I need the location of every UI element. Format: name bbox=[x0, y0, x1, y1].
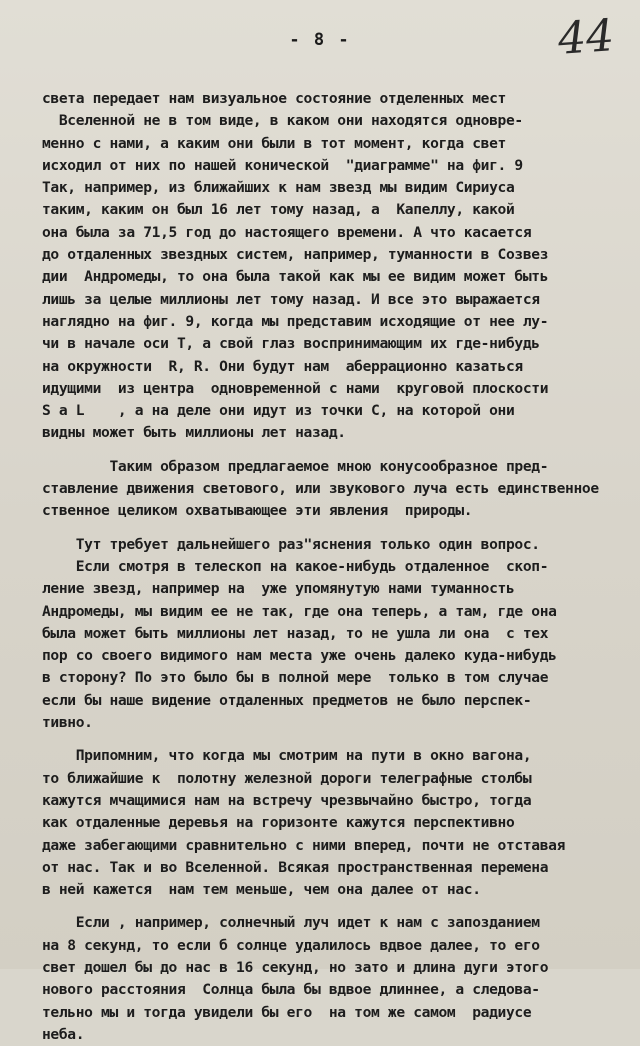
text-line: от нас. Так и во Вселенной. Всякая пространственная перемена bbox=[42, 858, 549, 876]
paragraph-gap bbox=[42, 523, 636, 534]
text-line: то ближайшие к полотну железной дороги телеграфные столбы bbox=[42, 769, 532, 787]
text-line: она была за 71,5 год до настоящего времени. А что касается bbox=[42, 223, 532, 241]
text-line: даже забегающими сравнительно с ними вперед, почти не отставая bbox=[42, 836, 566, 854]
text-line: S a L , а на деле они идут из точки С, на которой они bbox=[42, 402, 515, 420]
paragraph-gap bbox=[42, 734, 636, 745]
text-line: дии Андромеды, то она была такой как мы ее видим может быть bbox=[42, 268, 549, 286]
text-line: была может быть миллионы лет назад, то не ушла ли она с тех bbox=[42, 624, 549, 642]
text-line: Таким образом предлагаемое мною конусообразное пред- bbox=[42, 457, 549, 475]
text-line: чи в начале оси Т, а свой глаз воспринимающим их где-нибудь bbox=[42, 335, 540, 353]
text-line: ление звезд, например на уже упомянутую нами туманность bbox=[42, 580, 515, 598]
handwritten-folio-number: 44 bbox=[556, 10, 616, 65]
text-line: идущими из центра одновременной с нами круговой плоскости bbox=[42, 379, 549, 397]
text-line: таким, каким он был 16 лет тому назад, а Капеллу, какой bbox=[42, 201, 515, 219]
text-line: Вселенной не в том виде, в каком они находятся одновре- bbox=[42, 112, 523, 130]
text-line: ственное целиком охватывающее эти явления природы. bbox=[42, 502, 473, 520]
text-line: в ней кажется нам тем меньше, чем она далее от нас. bbox=[42, 881, 481, 899]
page-number: - 8 - bbox=[289, 30, 351, 50]
text-line: тивно. bbox=[42, 714, 93, 732]
text-line: Так, например, из ближайших к нам звезд мы видим Сириуса bbox=[42, 179, 515, 197]
text-line: тельно мы и тогда увидели бы его на том же самом радиусе bbox=[42, 1003, 532, 1021]
text-line: Если смотря в телескоп на какое-нибудь отдаленное скоп- bbox=[42, 557, 549, 575]
text-line: нового расстояния Солнца была бы вдвое длиннее, а следова- bbox=[42, 981, 540, 999]
text-line: Андромеды, мы видим ее не так, где она теперь, а там, где она bbox=[42, 602, 557, 620]
paragraph-gap bbox=[42, 445, 636, 456]
text-line: на 8 секунд, то если б солнце удалилось вдвое далее, то его bbox=[42, 936, 540, 954]
text-line: до отдаленных звездных систем, например, туманности в Созвез bbox=[42, 246, 549, 264]
text-line: в сторону? По это было бы в полной мере только в том случае bbox=[42, 669, 549, 687]
text-line: ставление движения светового, или звукового луча есть единственное bbox=[42, 480, 599, 498]
text-line: Тут требует дальнейшего раз"яснения только один вопрос. bbox=[42, 535, 540, 553]
text-line: Припомним, что когда мы смотрим на пути в окно вагона, bbox=[42, 747, 532, 765]
text-line: исходил от них по нашей конической "диаграмме" на фиг. 9 bbox=[42, 156, 523, 174]
text-line: как отдаленные деревья на горизонте кажутся перспективно bbox=[42, 814, 515, 832]
text-line: если бы наше видение отдаленных предметов не было перспек- bbox=[42, 691, 532, 709]
text-line: менно с нами, а каким они были в тот момент, когда свет bbox=[42, 134, 506, 152]
text-line: Если , например, солнечный луч идет к нам с запозданием bbox=[42, 914, 540, 932]
text-line: неба. bbox=[42, 1025, 85, 1043]
text-line: на окружности R, R. Они будут нам аберрационно казаться bbox=[42, 357, 523, 375]
document-body bbox=[42, 88, 636, 1046]
text-line: кажутся мчащимися нам на встречу чрезвычайно быстро, тогда bbox=[42, 791, 532, 809]
text-line: наглядно на фиг. 9, когда мы представим исходящие от нее лу- bbox=[42, 312, 549, 330]
text-line: пор со своего видимого нам места уже очень далеко куда-нибудь bbox=[42, 647, 557, 665]
text-line: лишь за целые миллионы лет тому назад. И все это выражается bbox=[42, 290, 540, 308]
text-line: видны может быть миллионы лет назад. bbox=[42, 424, 346, 442]
paragraph-gap bbox=[42, 901, 636, 912]
text-line: свет дошел бы до нас в 16 секунд, но зато и длина дуги этого bbox=[42, 958, 549, 976]
text-line: света передает нам визуальное состояние отделенных мест bbox=[42, 90, 506, 107]
